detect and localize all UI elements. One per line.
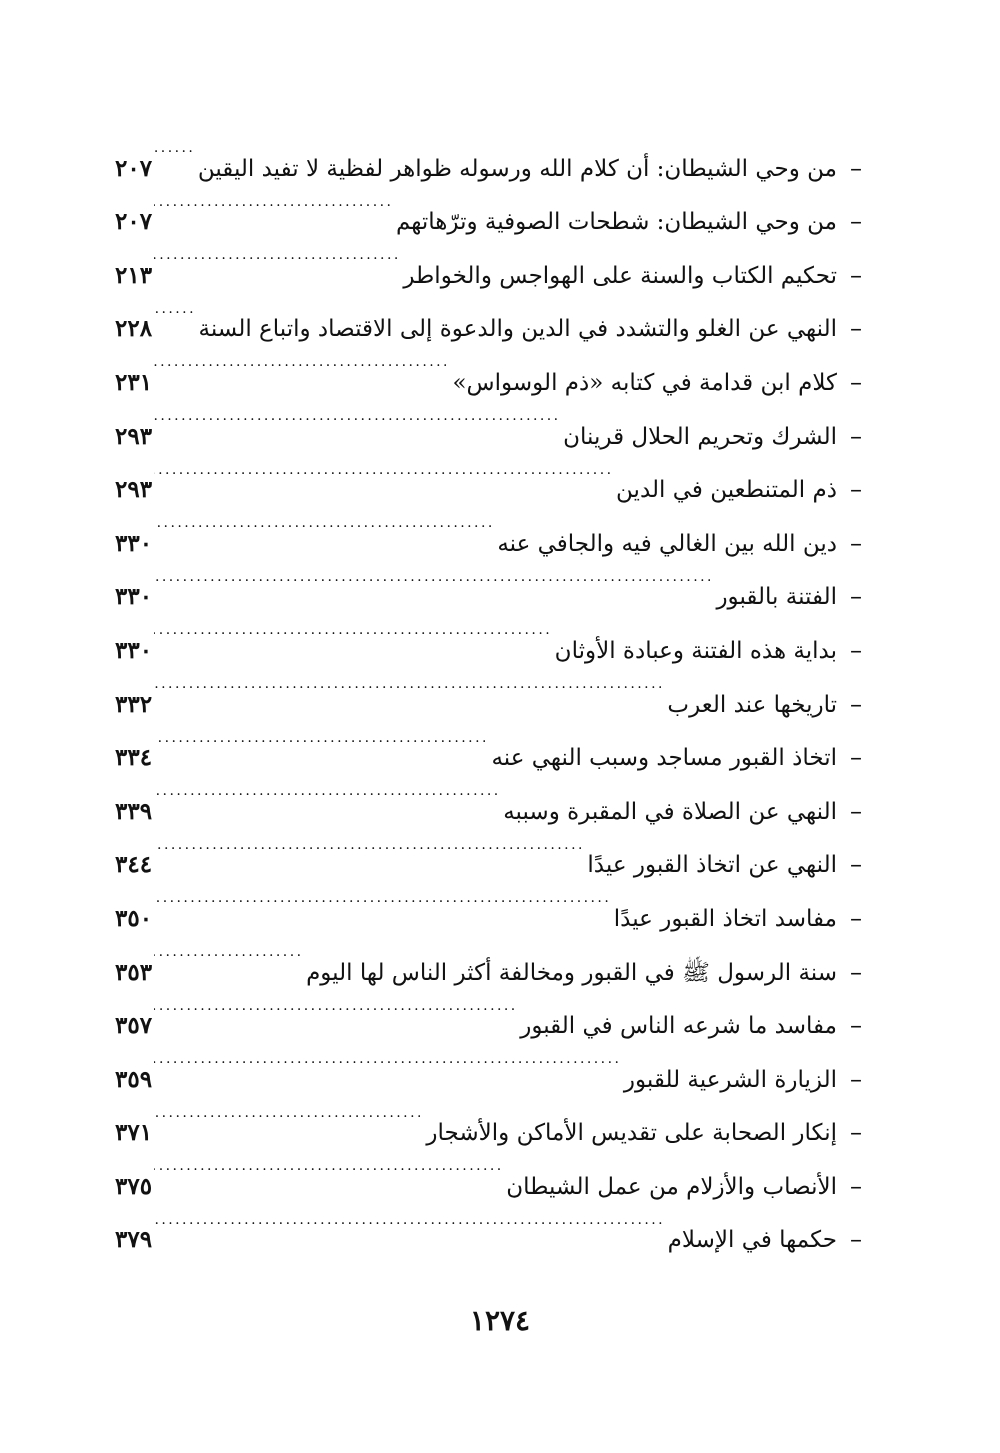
toc-entry-title: حكمها في الإسلام — [667, 1227, 837, 1254]
toc-entry-page: ٢٢٨ — [115, 315, 153, 343]
dot-leader — [154, 551, 710, 605]
dot-leader — [154, 1087, 420, 1141]
toc-entry-page: ٢١٣ — [115, 261, 153, 289]
toc-bullet: – — [850, 689, 862, 718]
dot-leader — [154, 658, 661, 712]
toc-entry-title: تاريخها عند العرب — [667, 691, 837, 718]
toc-entry-title: من وحي الشيطان: شطحات الصوفية وترّهاتهم — [395, 209, 837, 236]
toc-entry-title: ذم المتنطعين في الدين — [616, 477, 837, 504]
page-number: ١٢٧٤ — [469, 1304, 531, 1337]
toc-entry-title: دين الله بين الغالي فيه والجافي عنه — [497, 530, 837, 557]
toc-entry-title: النهي عن الصلاة في المقبرة وسببه — [503, 798, 837, 825]
toc-bullet: – — [850, 260, 862, 289]
dot-leader — [154, 872, 608, 926]
dot-leader — [154, 819, 581, 873]
dot-leader — [154, 765, 497, 819]
toc-entry-page: ٣٣٠ — [115, 636, 153, 664]
toc-entry-page: ٣٥٠ — [115, 904, 153, 932]
toc-entry-title: الشرك وتحريم الحلال قرينان — [563, 423, 837, 450]
toc-entry-title: النهي عن اتخاذ القبور عيدًا — [587, 852, 837, 879]
toc-bullet: – — [850, 207, 862, 236]
toc-bullet: – — [850, 1225, 862, 1254]
toc-bullet: – — [850, 1171, 862, 1200]
toc-entry-page: ٣٧٩ — [115, 1226, 153, 1254]
toc-entry-title: سنة الرسول ﷺ في القبور ومخالفة أكثر الناس لها اليوم — [306, 959, 837, 986]
dot-leader — [154, 497, 491, 551]
toc-entry-title: اتخاذ القبور مساجد وسبب النهي عنه — [491, 745, 837, 772]
toc-bullet: – — [850, 153, 862, 182]
toc-entry-page: ٢٩٣ — [115, 476, 153, 504]
toc-bullet: – — [850, 475, 862, 504]
toc-entry-title: الأنصاب والأزلام من عمل الشيطان — [506, 1173, 837, 1200]
toc-bullet: – — [850, 528, 862, 557]
toc-entry-title: مفاسد اتخاذ القبور عيدًا — [613, 905, 837, 932]
toc-bullet: – — [850, 367, 862, 396]
toc-bullet: – — [850, 1118, 862, 1147]
toc-bullet: – — [850, 796, 862, 825]
toc-entry-page: ٣٤٤ — [115, 851, 153, 879]
dot-leader — [154, 1194, 662, 1248]
toc-entry-title: الزيارة الشرعية للقبور — [623, 1066, 837, 1093]
dot-leader — [154, 122, 192, 176]
dot-leader — [154, 336, 446, 390]
dot-leader — [154, 980, 514, 1034]
dot-leader — [154, 176, 390, 230]
toc-entry-title: إنكار الصحابة على تقديس الأماكن والأشجار — [426, 1120, 837, 1147]
dot-leader — [154, 1033, 618, 1087]
toc-entry-page: ٢٣١ — [115, 368, 153, 396]
toc-entry — [115, 122, 875, 182]
toc-entry-title: من وحي الشيطان: أن كلام الله ورسوله ظواهر لفظية لا تفيد اليقين — [197, 155, 837, 182]
toc-entry-page: ٣٧٥ — [115, 1172, 153, 1200]
toc-entry-page: ٣٣٠ — [115, 583, 153, 611]
toc-entry-title: بداية هذه الفتنة وعبادة الأوثان — [554, 637, 837, 664]
toc-entry-page: ٣٣٩ — [115, 797, 153, 825]
toc-entry-title: تحكيم الكتاب والسنة على الهواجس والخواطر — [403, 262, 837, 289]
toc-entry-page: ٣٣٠ — [115, 529, 153, 557]
dot-leader — [154, 926, 300, 980]
dot-leader — [154, 444, 610, 498]
toc-entry-title: الفتنة بالقبور — [716, 584, 837, 611]
dot-leader — [154, 712, 485, 766]
toc-bullet: – — [850, 635, 862, 664]
toc-entry-page: ٣٣٢ — [115, 690, 153, 718]
toc-entry-title: النهي عن الغلو والتشدد في الدين والدعوة إلى الاقتصاد واتباع السنة — [198, 316, 837, 343]
toc-bullet: – — [850, 1011, 862, 1040]
toc-entry-page: ٣٧١ — [115, 1119, 153, 1147]
dot-leader — [154, 283, 192, 337]
dot-leader — [154, 229, 397, 283]
toc-bullet: – — [850, 314, 862, 343]
toc-bullet: – — [850, 582, 862, 611]
toc-entry-page: ٢٠٧ — [115, 208, 153, 236]
toc-entry-page: ٣٥٩ — [115, 1065, 153, 1093]
toc-entry-page: ٣٥٣ — [115, 958, 153, 986]
toc-entry-page: ٢٩٣ — [115, 422, 153, 450]
dot-leader — [154, 604, 549, 658]
toc-bullet: – — [850, 850, 862, 879]
dot-leader — [154, 390, 557, 444]
toc-entry-page: ٣٥٧ — [115, 1012, 153, 1040]
toc-entry-page: ٣٣٤ — [115, 744, 153, 772]
toc-bullet: – — [850, 1064, 862, 1093]
toc-bullet: – — [850, 903, 862, 932]
toc-bullet: – — [850, 421, 862, 450]
toc-bullet: – — [850, 743, 862, 772]
toc-entry-title: مفاسد ما شرعه الناس في القبور — [520, 1013, 837, 1040]
table-of-contents — [115, 122, 875, 1254]
dot-leader — [154, 1140, 500, 1194]
toc-entry-title: كلام ابن قدامة في كتابه «ذم الوسواس» — [452, 369, 837, 396]
toc-entry-page: ٢٠٧ — [115, 154, 153, 182]
toc-bullet: – — [850, 957, 862, 986]
